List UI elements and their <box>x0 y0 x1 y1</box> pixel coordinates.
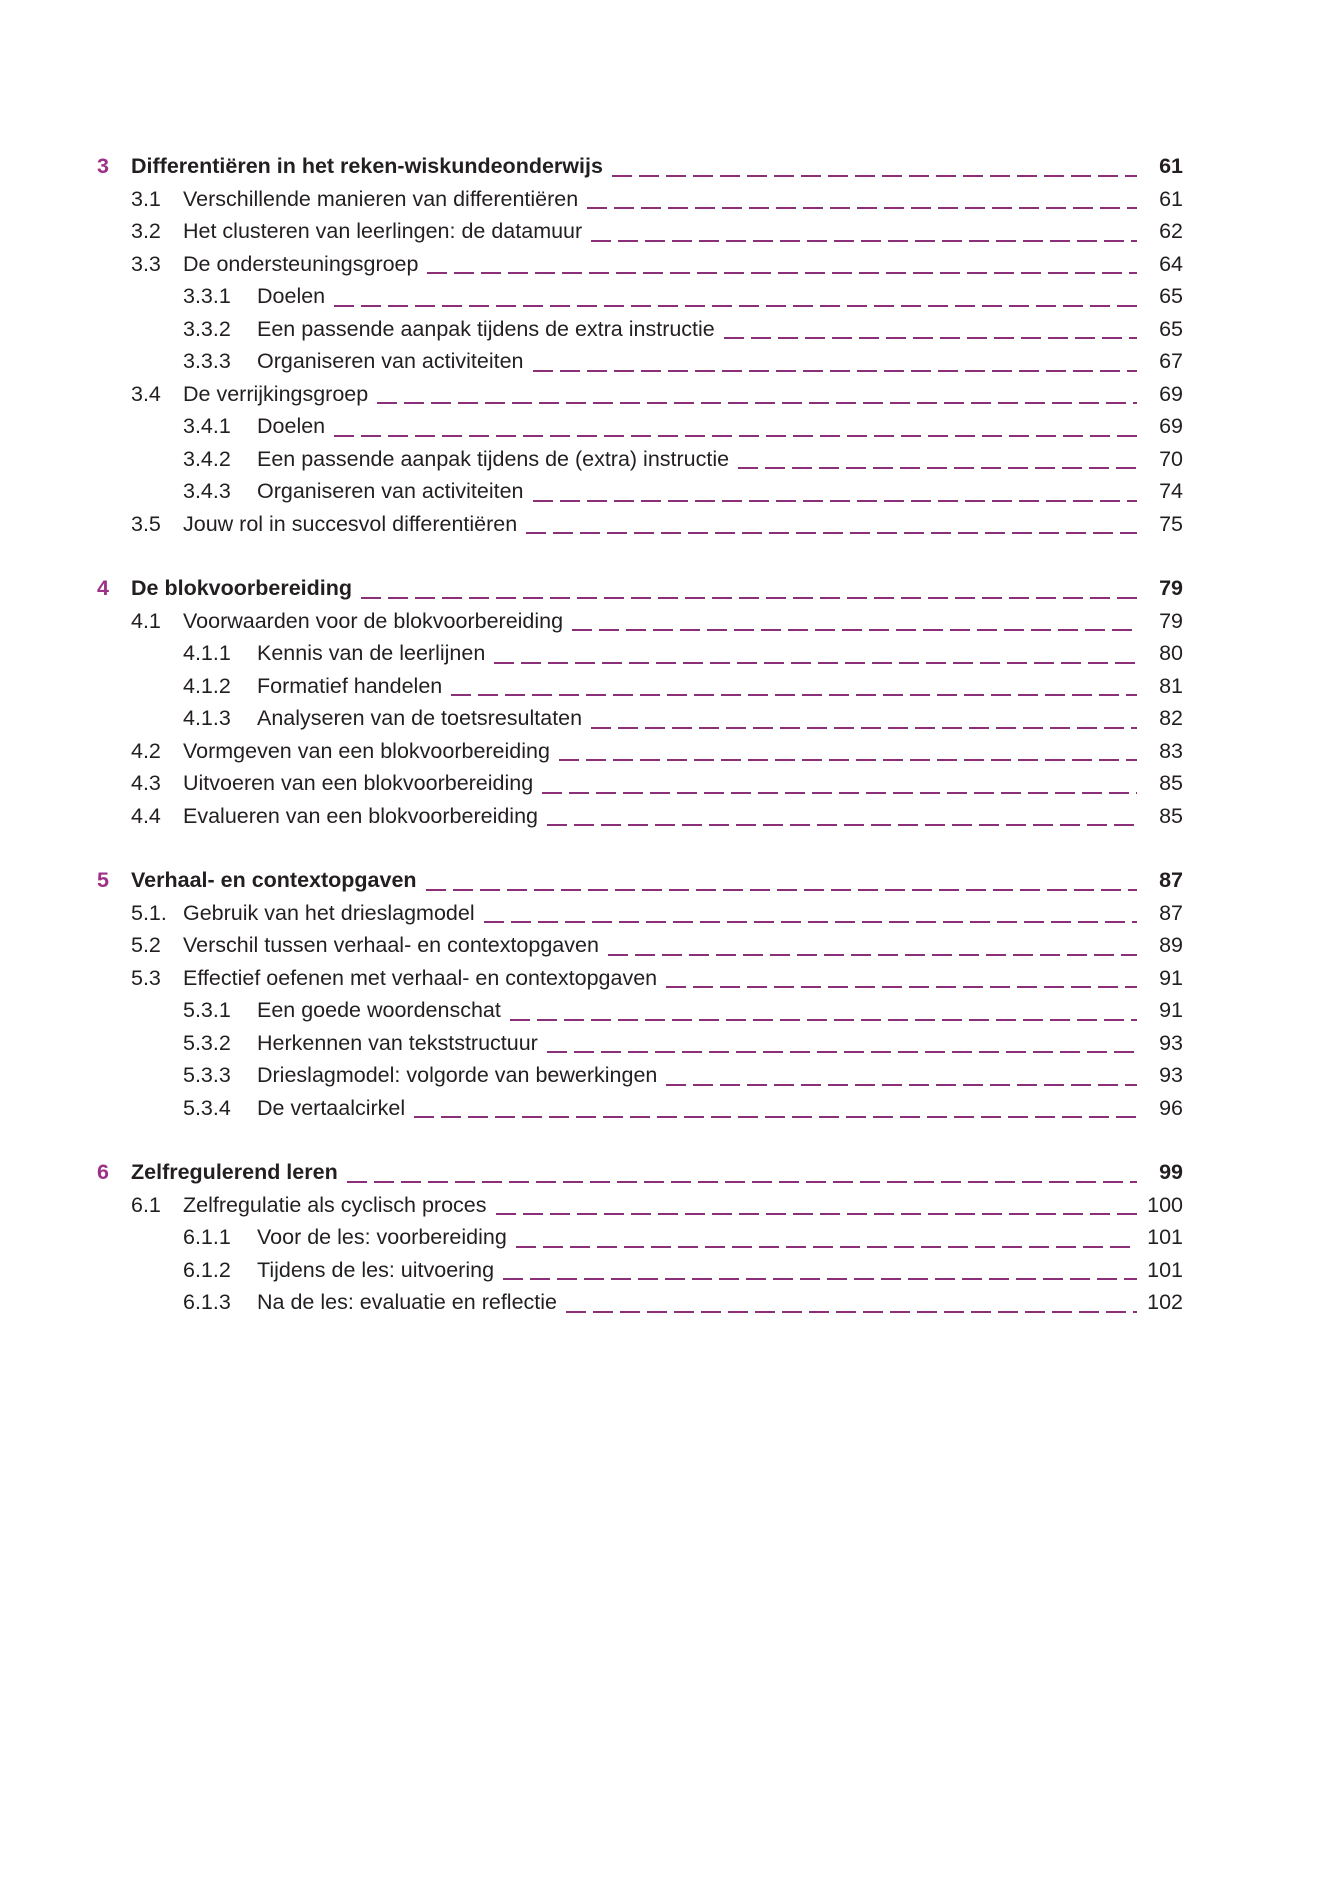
leader-line <box>533 500 1137 502</box>
toc-entry-title: Effectief oefenen met verhaal- en contextopgaven <box>183 965 658 990</box>
toc-entry-number: 4.1.2 <box>183 673 231 698</box>
toc-entry-page: 70 <box>1159 446 1183 471</box>
leader-line <box>334 435 1137 437</box>
toc-entry-title: De vertaalcirkel <box>257 1095 406 1120</box>
toc-entry-page: 79 <box>1159 576 1183 600</box>
toc-row <box>97 443 1183 476</box>
leader-line <box>510 1019 1137 1021</box>
toc-entry-number: 3.4 <box>131 381 161 406</box>
toc-entry-title: Doelen <box>257 414 326 438</box>
toc-entry-number: 5.3.4 <box>183 1095 231 1120</box>
toc-entry-number: 6.1.3 <box>183 1290 231 1314</box>
toc-row <box>97 345 1183 378</box>
toc-entry-number: 4 <box>97 576 109 600</box>
toc-entry-page: 67 <box>1159 349 1183 373</box>
toc-entry-page: 69 <box>1159 414 1183 438</box>
toc-entry-title: Na de les: evaluatie en reflectie <box>257 1290 557 1314</box>
toc-entry-number: 5.3.2 <box>183 1030 231 1055</box>
toc-entry-title: De blokvoorbereiding <box>131 576 353 600</box>
leader-line <box>738 467 1137 469</box>
toc-entry-title: Verhaal- en contextopgaven <box>131 868 417 892</box>
toc-row <box>97 1092 1183 1125</box>
leader-line <box>572 629 1137 631</box>
toc-entry-title: Vormgeven van een blokvoorbereiding <box>183 738 550 763</box>
toc-row <box>97 1286 1183 1319</box>
toc-row <box>97 637 1183 670</box>
toc-entry-title: Jouw rol in succesvol differentiëren <box>183 511 518 536</box>
toc-row <box>97 215 1183 248</box>
toc-entry-number: 5.1. <box>131 900 167 925</box>
toc-row <box>97 962 1183 995</box>
leader-line <box>612 175 1137 177</box>
toc-row <box>97 735 1183 768</box>
toc-row <box>97 410 1183 443</box>
toc-entry-title: Het clusteren van leerlingen: de datamuur <box>183 219 583 243</box>
leader-line <box>361 597 1137 599</box>
toc-entry-title: Drieslagmodel: volgorde van bewerkingen <box>257 1063 658 1087</box>
toc-entry-page: 80 <box>1159 641 1183 665</box>
toc-entry-number: 3.3.3 <box>183 349 231 373</box>
leader-line <box>587 207 1137 209</box>
toc-row <box>97 800 1183 833</box>
toc-entry-number: 6.1 <box>131 1192 161 1217</box>
leader-line <box>547 1051 1137 1053</box>
toc-row <box>97 1059 1183 1092</box>
toc-entry-page: 89 <box>1159 933 1183 957</box>
toc-entry-number: 6.1.2 <box>183 1257 231 1282</box>
toc-entry-page: 85 <box>1159 803 1183 828</box>
toc-list <box>97 150 1183 1319</box>
toc-entry-page: 85 <box>1159 771 1183 795</box>
toc-entry-page: 91 <box>1159 998 1183 1022</box>
toc-entry-number: 3.3.2 <box>183 316 231 341</box>
toc-row <box>97 897 1183 930</box>
toc-row <box>97 248 1183 281</box>
toc-entry-number: 3.4.1 <box>183 414 231 438</box>
toc-entry-title: De verrijkingsgroep <box>183 381 369 406</box>
toc-entry-number: 6 <box>97 1160 109 1184</box>
toc-entry-number: 5.3 <box>131 965 161 990</box>
toc-entry-number: 5 <box>97 868 109 892</box>
toc-entry-page: 61 <box>1159 154 1183 178</box>
toc-entry-page: 87 <box>1159 868 1183 892</box>
toc-entry-page: 91 <box>1159 965 1183 990</box>
toc-row <box>97 475 1183 508</box>
toc-entry-page: 65 <box>1159 284 1183 308</box>
leader-line <box>608 954 1137 956</box>
toc-entry-page: 101 <box>1147 1225 1183 1249</box>
toc-entry-page: 96 <box>1159 1095 1183 1120</box>
toc-row <box>97 1254 1183 1287</box>
toc-entry-page: 99 <box>1159 1160 1183 1184</box>
leader-line <box>666 986 1137 988</box>
toc-entry-title: Doelen <box>257 284 326 308</box>
toc-entry-number: 3.4.3 <box>183 479 231 503</box>
toc-entry-title: Organiseren van activiteiten <box>257 479 524 503</box>
toc-entry-page: 83 <box>1159 738 1183 763</box>
toc-entry-number: 3.3.1 <box>183 284 231 308</box>
toc-entry-page: 81 <box>1159 673 1183 698</box>
leader-line <box>377 402 1137 404</box>
leader-line <box>591 240 1137 242</box>
leader-line <box>334 305 1137 307</box>
toc-row <box>97 572 1183 605</box>
leader-line <box>484 921 1137 923</box>
toc-entry-title: Evalueren van een blokvoorbereiding <box>183 803 538 828</box>
toc-row <box>97 605 1183 638</box>
toc-row <box>97 702 1183 735</box>
toc-entry-page: 100 <box>1147 1192 1183 1217</box>
toc-row <box>97 929 1183 962</box>
toc-entry-title: Differentiëren in het reken-wiskundeonderwijs <box>131 154 603 178</box>
toc-entry-number: 5.3.1 <box>183 998 231 1022</box>
toc-entry-page: 102 <box>1147 1290 1183 1314</box>
toc-entry-title: Verschillende manieren van differentiëren <box>183 186 579 211</box>
toc-row <box>97 150 1183 183</box>
toc-entry-page: 82 <box>1159 706 1183 730</box>
toc-entry-title: De ondersteuningsgroep <box>183 251 419 276</box>
toc-row <box>97 1156 1183 1189</box>
toc-entry-number: 3.3 <box>131 251 161 276</box>
toc-entry-number: 5.3.3 <box>183 1063 231 1087</box>
toc-entry-number: 4.1 <box>131 608 161 633</box>
toc-entry-title: Een passende aanpak tijdens de (extra) instructie <box>257 446 730 471</box>
toc-entry-number: 4.4 <box>131 803 161 828</box>
toc-entry-page: 101 <box>1147 1257 1183 1282</box>
leader-line <box>666 1084 1137 1086</box>
toc-entry-number: 5.2 <box>131 933 161 957</box>
toc-entry-page: 79 <box>1159 608 1183 633</box>
toc-entry-number: 3.2 <box>131 219 161 243</box>
toc-row <box>97 1189 1183 1222</box>
toc-entry-number: 3.1 <box>131 186 161 211</box>
toc-entry-title: Gebruik van het drieslagmodel <box>183 900 475 925</box>
leader-line <box>566 1311 1137 1313</box>
toc-entry-title: Verschil tussen verhaal- en contextopgaven <box>183 933 599 957</box>
toc-entry-page: 69 <box>1159 381 1183 406</box>
toc-entry-title: Tijdens de les: uitvoering <box>257 1257 495 1282</box>
toc-entry-title: Voorwaarden voor de blokvoorbereiding <box>183 608 564 633</box>
leader-line <box>494 662 1137 664</box>
toc-entry-number: 4.1.3 <box>183 706 231 730</box>
toc-row <box>97 508 1183 541</box>
toc-entry-number: 4.3 <box>131 771 161 795</box>
toc-entry-page: 65 <box>1159 316 1183 341</box>
leader-line <box>591 727 1137 729</box>
leader-line <box>559 759 1137 761</box>
toc-entry-title: Analyseren van de toetsresultaten <box>257 706 583 730</box>
leader-line <box>426 889 1137 891</box>
toc-entry-page: 61 <box>1159 186 1183 211</box>
toc-row <box>97 864 1183 897</box>
toc-entry-page: 75 <box>1159 511 1183 536</box>
toc-row <box>97 1221 1183 1254</box>
leader-line <box>516 1246 1137 1248</box>
toc-entry-page: 62 <box>1159 219 1183 243</box>
toc-entry-number: 3.5 <box>131 511 161 536</box>
toc-entry-title: Kennis van de leerlijnen <box>257 641 486 665</box>
toc-entry-title: Een passende aanpak tijdens de extra instructie <box>257 316 715 341</box>
toc-entry-number: 4.2 <box>131 738 161 763</box>
toc-row <box>97 670 1183 703</box>
toc-entry-title: Zelfregulerend leren <box>131 1160 338 1184</box>
leader-line <box>533 370 1137 372</box>
leader-line <box>542 792 1137 794</box>
toc-entry-page: 64 <box>1159 251 1183 276</box>
toc-entry-page: 93 <box>1159 1030 1183 1055</box>
table-of-contents <box>97 150 1183 1319</box>
toc-entry-page: 93 <box>1159 1063 1183 1087</box>
toc-row <box>97 767 1183 800</box>
toc-entry-title: Organiseren van activiteiten <box>257 349 524 373</box>
leader-line <box>724 337 1137 339</box>
toc-entry-number: 3 <box>97 154 109 178</box>
toc-entry-title: Uitvoeren van een blokvoorbereiding <box>183 771 534 795</box>
leader-line <box>347 1181 1137 1183</box>
toc-entry-title: Formatief handelen <box>257 673 443 698</box>
leader-line <box>503 1278 1137 1280</box>
toc-entry-title: Zelfregulatie als cyclisch proces <box>183 1192 487 1217</box>
toc-row <box>97 280 1183 313</box>
leader-line <box>427 272 1137 274</box>
toc-entry-number: 4.1.1 <box>183 641 231 665</box>
leader-line <box>496 1213 1137 1215</box>
leader-line <box>547 824 1137 826</box>
leader-line <box>451 694 1137 696</box>
toc-entry-title: Herkennen van tekststructuur <box>257 1030 538 1055</box>
leader-line <box>526 532 1137 534</box>
toc-row <box>97 183 1183 216</box>
toc-entry-title: Voor de les: voorbereiding <box>257 1225 507 1249</box>
toc-row <box>97 1027 1183 1060</box>
toc-entry-page: 74 <box>1159 479 1183 503</box>
toc-row <box>97 994 1183 1027</box>
toc-entry-number: 6.1.1 <box>183 1225 231 1249</box>
toc-row <box>97 378 1183 411</box>
toc-entry-number: 3.4.2 <box>183 446 231 471</box>
toc-entry-page: 87 <box>1159 900 1183 925</box>
leader-line <box>414 1116 1137 1118</box>
toc-entry-title: Een goede woordenschat <box>257 998 501 1022</box>
toc-row <box>97 313 1183 346</box>
